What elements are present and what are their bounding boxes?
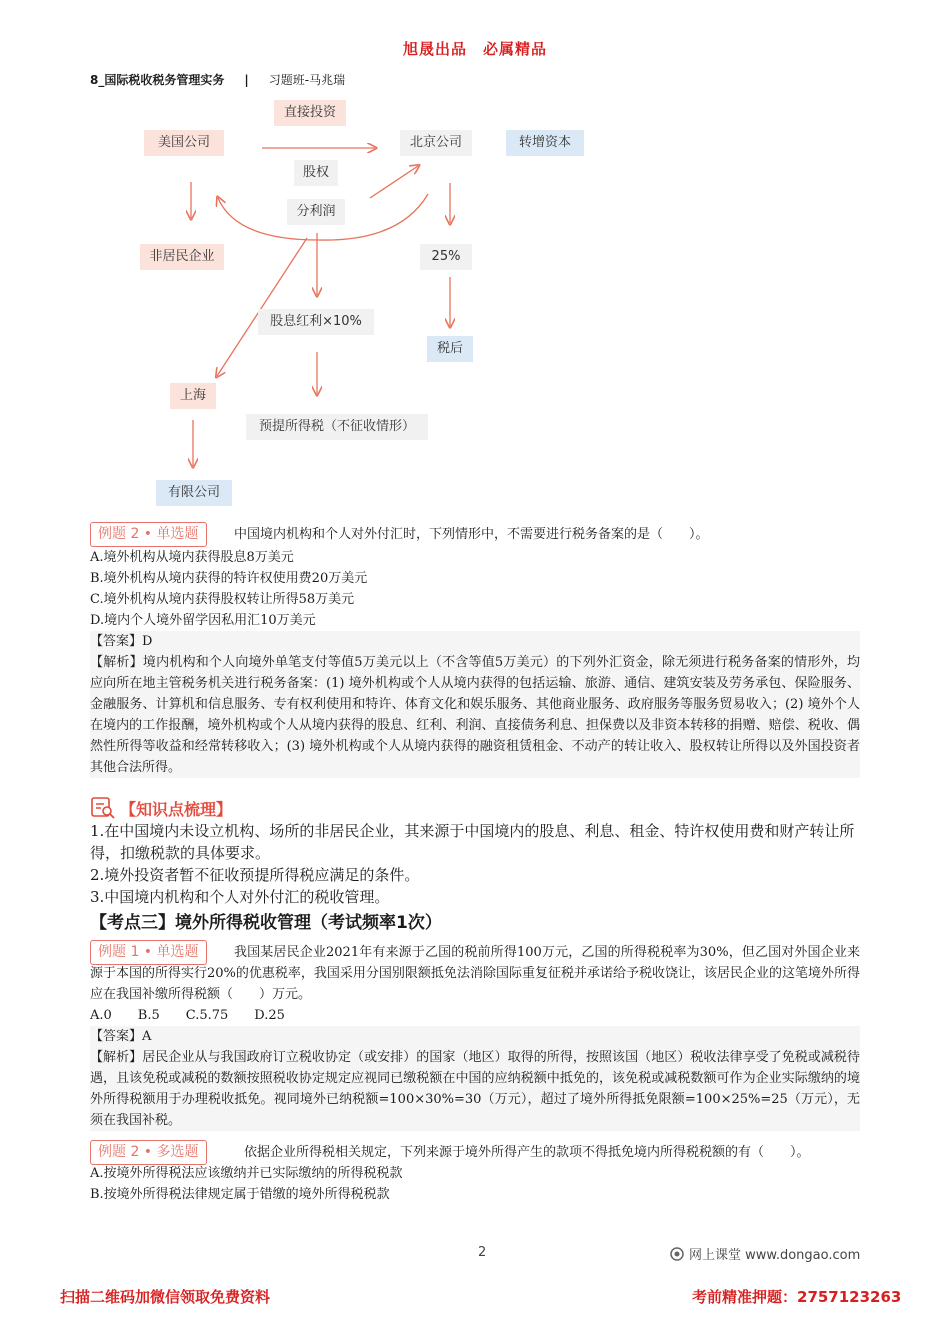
brand-text: 网上课堂 www.dongao.com (689, 1248, 861, 1263)
brand-footer (670, 1244, 860, 1263)
question-tag: 例题 1 • 单选题 (90, 940, 207, 965)
answer-text: 【答案】D (90, 634, 153, 649)
after-tax-box: 税后 (427, 336, 473, 362)
top-banner: 旭晟出品 必属精品 (402, 40, 547, 58)
knowledge-item: 3.中国境内机构和个人对外付汇的税收管理。 (90, 888, 390, 906)
section-title: 【考点三】境外所得税收管理（考试频率1次） (90, 913, 442, 933)
knowledge-item: 2.境外投资者暂不征收预提所得税应满足的条件。 (90, 866, 420, 884)
us-company-box: 美国公司 (144, 130, 224, 156)
options-row: A.0 B.5 C.5.75 D.25 (90, 1008, 285, 1023)
knowledge-title-text: 【知识点梳理】 (120, 799, 233, 819)
question-tag: 例题 2 • 单选题 (90, 522, 207, 547)
page-header (90, 71, 345, 88)
beijing-company-box: 北京公司 (400, 130, 472, 156)
option-c: C.境外机构从境内获得股权转让所得58万美元 (90, 592, 355, 607)
arrow-to-shanghai (217, 238, 307, 376)
question-stem: 我国某居民企业2021年有来源于乙国的税前所得100万元，乙国的所得税税率为30%，但乙国对外国企业来源于本国的所得实行20%的优惠税率，我国采用分国别限额抵免法消除国际重复征税并承诺给予税收饶让，该居民企业的这笔境外所得应在我国补缴所得税额（ ）万元。 (90, 945, 860, 1002)
answer-analysis-box (90, 1026, 860, 1131)
dividend-tax-box: 股息红利×10% (258, 309, 374, 335)
class-name: 习题班-马兆瑞 (268, 73, 346, 87)
arrow-equity-to-beijing (370, 166, 418, 198)
answer-analysis-box (90, 631, 860, 778)
limited-company-box: 有限公司 (156, 480, 232, 506)
diagram-arrows (0, 90, 950, 510)
shanghai-box: 上海 (170, 383, 216, 409)
knowledge-points-list (90, 820, 860, 908)
question-stem: 中国境内机构和个人对外付汇时，下列情形中，不需要进行税务备案的是（ ）。 (234, 527, 709, 542)
promo-left: 扫描二维码加微信领取免费资料 (60, 1288, 271, 1306)
header-separator: | (244, 72, 249, 87)
option-b: B.按境外所得税法律规定属于错缴的境外所得税税款 (90, 1187, 390, 1202)
notes-search-icon (90, 796, 116, 820)
question-tag: 例题 2 • 多选题 (90, 1140, 207, 1165)
capital-increase-box: 转增资本 (506, 130, 584, 156)
investment-flow-diagram (0, 90, 950, 510)
question-stem: 依据企业所得税相关规定，下列来源于境外所得产生的款项不得抵免境内所得税税额的有（ ）。 (244, 1145, 810, 1160)
analysis-text: 【解析】居民企业从与我国政府订立税收协定（或安排）的国家（地区）取得的所得，按照该国（地区）税收法律享受了免税或减税待遇，且该免税或减税的数额按照税收协定规定应视同已缴税额在中国的应纳税额中抵免的，该免税或减税数额可作为企业实际缴纳的境外所得税额用于办理税收抵免。视同境外已纳税额=100×30%=30（万元），超过了境外所得抵免限额=100×25%=25（万元），无须在我国补税。 (90, 1050, 860, 1128)
knowledge-points-title (90, 796, 232, 820)
option-a: A.按境外所得税法应该缴纳并已实际缴纳的所得税税款 (90, 1166, 403, 1181)
option-a: A.境外机构从境内获得股息8万美元 (90, 550, 294, 565)
option-d: D.境内个人境外留学因私用汇10万美元 (90, 613, 316, 628)
page-number: 2 (478, 1245, 487, 1260)
rate-25-box: 25% (420, 244, 472, 270)
knowledge-item: 1.在中国境内未设立机构、场所的非居民企业，其来源于中国境内的股息、利息、租金、特许权使用费和财产转让所得，扣缴税款的具体要求。 (90, 822, 855, 862)
question-3 (90, 1140, 860, 1205)
withholding-tax-box: 预提所得税（不征收情形） (246, 414, 428, 440)
analysis-text: 【解析】境内机构和个人向境外单笔支付等值5万美元以上（不含等值5万美元）的下列外汇资金，除无须进行税务备案的情形外，均应向所在地主管税务机关进行税务备案：(1) 境外机构或个人从境内获得的包括运输、旅游、通信、建筑安装及劳务承包、保险服务、金融服务、计算机和信息服务、专有权利使用和特许、体育文化和娱乐服务、其他商业服务、政府服务等服务贸易收入；(2) 境外个人在境内的工作报酬，境外机构或个人从境内获得的股息、红利、利润、直接债务利息、担保费以及非资本转移的捐赠、赔偿、税收、偶然性所得等收益和经常转移收入；(3) 境外机构或个人从境内获得的融资租赁租金、不动产的转让收入、股权转让所得以及外国投资者其他合法所得。 (90, 655, 860, 775)
profit-distribution-box: 分利润 (287, 199, 345, 225)
course-title: 8_国际税收税务管理实务 (90, 73, 225, 87)
promo-right: 考前精准押题：2757123263 (692, 1288, 902, 1306)
nonresident-enterprise-box: 非居民企业 (140, 244, 224, 270)
option-b: B.境外机构从境内获得的特许权使用费20万美元 (90, 571, 368, 586)
direct-investment-box: 直接投资 (274, 100, 346, 126)
equity-box: 股权 (294, 160, 338, 186)
answer-text: 【答案】A (90, 1029, 152, 1044)
brand-logo-icon (670, 1247, 684, 1261)
question-1 (90, 522, 860, 778)
question-2 (90, 940, 860, 1131)
